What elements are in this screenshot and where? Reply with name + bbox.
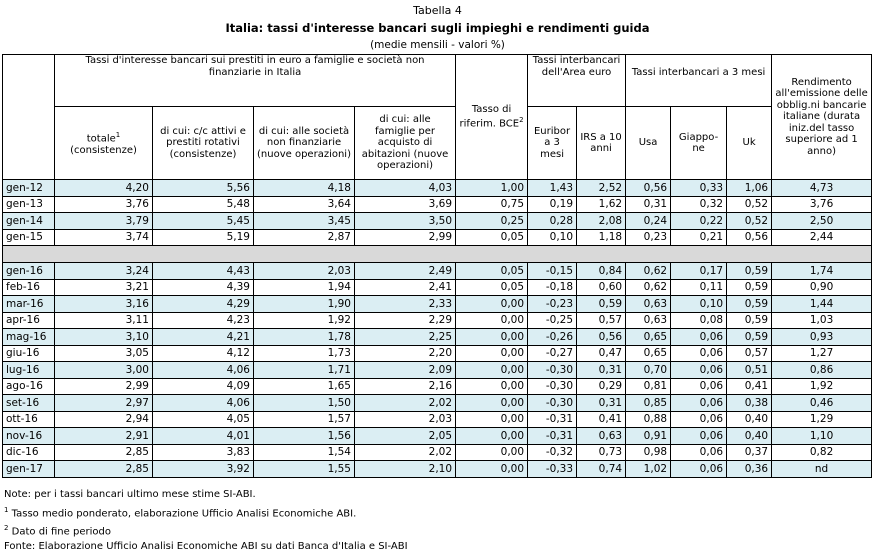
table-cell: 1,90 xyxy=(254,296,355,313)
table-cell: 2,25 xyxy=(355,329,456,346)
table-cell: 0,00 xyxy=(456,296,528,313)
table-cell: 2,09 xyxy=(355,362,456,379)
table-cell: 0,93 xyxy=(772,329,872,346)
table-cell: 3,16 xyxy=(55,296,153,313)
table-row xyxy=(3,312,872,329)
table-cell: 1,57 xyxy=(254,411,355,428)
row-period: ott-16 xyxy=(3,411,55,428)
table-cell: 1,00 xyxy=(456,180,528,197)
row-period: gen-16 xyxy=(3,263,55,280)
table-cell: 3,69 xyxy=(355,196,456,213)
table-cell: 0,91 xyxy=(626,428,671,445)
table-number: Tabella 4 xyxy=(413,4,462,17)
header-group-bank-rates: Tassi d'interesse bancari sui prestiti in euro a famiglie e società non finanziarie in Italia xyxy=(55,55,456,107)
table-cell: 3,79 xyxy=(55,213,153,230)
row-period: feb-16 xyxy=(3,279,55,296)
table-cell: 0,56 xyxy=(727,229,772,246)
table-cell: 0,82 xyxy=(772,444,872,461)
table-cell: 0,06 xyxy=(671,329,727,346)
table-cell: 3,05 xyxy=(55,345,153,362)
table-cell: -0,31 xyxy=(528,428,577,445)
table-subtitle: (medie mensili - valori %) xyxy=(370,39,505,51)
header-totale: totale$^1$ (consistenze) xyxy=(55,107,153,180)
row-period: dic-16 xyxy=(3,444,55,461)
table-cell: 3,11 xyxy=(55,312,153,329)
table-row xyxy=(3,378,872,395)
table-cell: 0,06 xyxy=(671,444,727,461)
table-cell: 1,55 xyxy=(254,461,355,478)
table-cell: 4,03 xyxy=(355,180,456,197)
table-cell: 1,02 xyxy=(626,461,671,478)
table-cell: 3,45 xyxy=(254,213,355,230)
table-cell: -0,33 xyxy=(528,461,577,478)
rates-table xyxy=(2,54,872,478)
table-cell: 2,85 xyxy=(55,444,153,461)
table-cell: 0,05 xyxy=(456,229,528,246)
table-body-annual xyxy=(3,180,872,246)
table-cell: 0,36 xyxy=(727,461,772,478)
source-line: Fonte: Elaborazione Ufficio Analisi Economiche ABI su dati Banca d'Italia e SI-ABI xyxy=(4,541,408,553)
table-cell: 2,03 xyxy=(254,263,355,280)
table-row xyxy=(3,411,872,428)
header-euribor: Euribor a 3 mesi xyxy=(528,107,577,180)
table-cell: 3,76 xyxy=(55,196,153,213)
table-cell: 0,05 xyxy=(456,263,528,280)
table-cell: 2,29 xyxy=(355,312,456,329)
table-cell: 1,27 xyxy=(772,345,872,362)
table-cell: 0,00 xyxy=(456,411,528,428)
table-cell: 0,00 xyxy=(456,461,528,478)
header-cc: di cui: c/c attivi e prestiti rotativi (consistenze) xyxy=(153,107,254,180)
table-cell: 0,06 xyxy=(671,411,727,428)
table-cell: 0,17 xyxy=(671,263,727,280)
header-giappone: Giappo-ne xyxy=(671,107,727,180)
table-cell: 0,00 xyxy=(456,345,528,362)
table-cell: 5,45 xyxy=(153,213,254,230)
table-cell: 2,02 xyxy=(355,444,456,461)
table-cell: 4,23 xyxy=(153,312,254,329)
table-cell: 1,06 xyxy=(727,180,772,197)
table-cell: 1,43 xyxy=(528,180,577,197)
row-period: ago-16 xyxy=(3,378,55,395)
table-cell: 0,59 xyxy=(727,329,772,346)
table-cell: 2,52 xyxy=(577,180,626,197)
table-cell: 5,56 xyxy=(153,180,254,197)
table-cell: 1,10 xyxy=(772,428,872,445)
table-cell: 0,00 xyxy=(456,444,528,461)
table-cell: 2,10 xyxy=(355,461,456,478)
table-cell: 2,41 xyxy=(355,279,456,296)
row-period: mag-16 xyxy=(3,329,55,346)
row-period: gen-13 xyxy=(3,196,55,213)
table-cell: 0,75 xyxy=(456,196,528,213)
table-cell: 4,06 xyxy=(153,362,254,379)
table-cell: 0,63 xyxy=(577,428,626,445)
table-cell: 0,81 xyxy=(626,378,671,395)
table-cell: 0,65 xyxy=(626,329,671,346)
table-cell: 0,62 xyxy=(626,279,671,296)
table-cell: 0,59 xyxy=(727,312,772,329)
table-cell: 0,00 xyxy=(456,395,528,412)
table-cell: 0,47 xyxy=(577,345,626,362)
table-cell: 2,87 xyxy=(254,229,355,246)
header-group-3m: Tassi interbancari a 3 mesi xyxy=(626,55,772,107)
table-cell: 2,94 xyxy=(55,411,153,428)
table-cell: 0,33 xyxy=(671,180,727,197)
table-cell: 0,06 xyxy=(671,378,727,395)
table-cell: 1,29 xyxy=(772,411,872,428)
table-cell: 0,11 xyxy=(671,279,727,296)
table-cell: -0,32 xyxy=(528,444,577,461)
table-cell: 0,10 xyxy=(528,229,577,246)
table-row xyxy=(3,362,872,379)
table-cell: 0,51 xyxy=(727,362,772,379)
table-cell: 0,85 xyxy=(626,395,671,412)
table-cell: 3,21 xyxy=(55,279,153,296)
table-row xyxy=(3,345,872,362)
table-cell: 1,56 xyxy=(254,428,355,445)
table-cell: 0,40 xyxy=(727,428,772,445)
table-cell: 1,78 xyxy=(254,329,355,346)
table-cell: 4,09 xyxy=(153,378,254,395)
table-row xyxy=(3,428,872,445)
table-cell: 1,62 xyxy=(577,196,626,213)
table-title: Italia: tassi d'interesse bancari sugli impieghi e rendimenti guida xyxy=(225,21,650,35)
table-cell: 0,00 xyxy=(456,312,528,329)
table-body-monthly xyxy=(3,263,872,478)
table-cell: 0,08 xyxy=(671,312,727,329)
table-row xyxy=(3,444,872,461)
table-cell: 1,44 xyxy=(772,296,872,313)
table-cell: -0,23 xyxy=(528,296,577,313)
header-famiglie: di cui: alle famiglie per acquisto di abitazioni (nuove operazioni) xyxy=(355,107,456,180)
header-group-euro: Tassi interbancari dell'Area euro xyxy=(528,55,626,107)
table-cell: 3,50 xyxy=(355,213,456,230)
table-cell: 0,59 xyxy=(727,279,772,296)
table-cell: 2,33 xyxy=(355,296,456,313)
table-cell: 0,90 xyxy=(772,279,872,296)
table-cell: -0,31 xyxy=(528,411,577,428)
table-cell: 4,12 xyxy=(153,345,254,362)
note-line: Note: per i tassi bancari ultimo mese stime SI-ABI. xyxy=(4,489,256,500)
table-cell: 5,48 xyxy=(153,196,254,213)
table-cell: 0,00 xyxy=(456,378,528,395)
table-row xyxy=(3,263,872,280)
table-cell: 0,60 xyxy=(577,279,626,296)
table-cell: 0,32 xyxy=(671,196,727,213)
row-period: gen-15 xyxy=(3,229,55,246)
table-row xyxy=(3,180,872,197)
table-cell: 0,06 xyxy=(671,461,727,478)
table-cell: 0,00 xyxy=(456,329,528,346)
table-cell: 4,06 xyxy=(153,395,254,412)
table-cell: -0,15 xyxy=(528,263,577,280)
table-cell: 0,74 xyxy=(577,461,626,478)
table-separator xyxy=(3,246,872,263)
table-cell: 0,57 xyxy=(727,345,772,362)
table-row xyxy=(3,296,872,313)
table-cell: 0,41 xyxy=(577,411,626,428)
table-cell: 0,86 xyxy=(772,362,872,379)
row-period: gen-14 xyxy=(3,213,55,230)
table-cell: 0,31 xyxy=(577,362,626,379)
table-cell: 0,06 xyxy=(671,395,727,412)
table-cell: 1,03 xyxy=(772,312,872,329)
table-cell: 2,03 xyxy=(355,411,456,428)
table-cell: 2,02 xyxy=(355,395,456,412)
table-cell: 0,88 xyxy=(626,411,671,428)
table-row xyxy=(3,213,872,230)
table-cell: -0,18 xyxy=(528,279,577,296)
row-period: nov-16 xyxy=(3,428,55,445)
table-cell: 1,54 xyxy=(254,444,355,461)
table-row xyxy=(3,229,872,246)
table-row xyxy=(3,395,872,412)
table-cell: nd xyxy=(772,461,872,478)
table-cell: 4,01 xyxy=(153,428,254,445)
table-cell: 1,74 xyxy=(772,263,872,280)
table-cell: 0,37 xyxy=(727,444,772,461)
table-cell: 1,92 xyxy=(772,378,872,395)
table-cell: 4,39 xyxy=(153,279,254,296)
table-cell: -0,26 xyxy=(528,329,577,346)
table-row xyxy=(3,461,872,478)
header-societa: di cui: alle società non finanziarie (nuove operazioni) xyxy=(254,107,355,180)
table-cell: 3,74 xyxy=(55,229,153,246)
row-period: gen-12 xyxy=(3,180,55,197)
table-cell: 1,94 xyxy=(254,279,355,296)
table-cell: 0,38 xyxy=(727,395,772,412)
table-cell: 0,24 xyxy=(626,213,671,230)
table-cell: 2,97 xyxy=(55,395,153,412)
table-cell: 0,06 xyxy=(671,428,727,445)
table-cell: 1,18 xyxy=(577,229,626,246)
footnote-1: $^1$ Tasso medio ponderato, elaborazione Ufficio Analisi Economiche ABI. xyxy=(4,505,357,519)
table-cell: 0,52 xyxy=(727,196,772,213)
header-rendimento: Rendimento all'emissione delle obblig.ni bancarie italiane (durata iniz.del tasso superiore ad 1 anno) xyxy=(772,55,872,180)
table-row xyxy=(3,196,872,213)
table-cell: 0,98 xyxy=(626,444,671,461)
header-uk: Uk xyxy=(727,107,772,180)
table-cell: 4,29 xyxy=(153,296,254,313)
table-cell: 1,92 xyxy=(254,312,355,329)
table-cell: 0,05 xyxy=(456,279,528,296)
table-cell: 0,10 xyxy=(671,296,727,313)
table-cell: 0,06 xyxy=(671,362,727,379)
table-cell: -0,30 xyxy=(528,378,577,395)
table-cell: 0,29 xyxy=(577,378,626,395)
table-cell: 0,40 xyxy=(727,411,772,428)
table-cell: 3,64 xyxy=(254,196,355,213)
table-cell: 0,22 xyxy=(671,213,727,230)
table-cell: -0,25 xyxy=(528,312,577,329)
table-cell: 3,00 xyxy=(55,362,153,379)
row-period: giu-16 xyxy=(3,345,55,362)
header-tasso-bce: Tasso di riferim. BCE$^2$ xyxy=(456,55,528,180)
table-cell: 3,10 xyxy=(55,329,153,346)
table-cell: 0,00 xyxy=(456,428,528,445)
table-cell: 0,63 xyxy=(626,312,671,329)
table-cell: 0,63 xyxy=(626,296,671,313)
table-cell: 2,05 xyxy=(355,428,456,445)
table-cell: 2,20 xyxy=(355,345,456,362)
table-cell: 0,59 xyxy=(577,296,626,313)
table-cell: 0,59 xyxy=(727,296,772,313)
table-cell: 3,92 xyxy=(153,461,254,478)
row-period: mar-16 xyxy=(3,296,55,313)
table-cell: 0,84 xyxy=(577,263,626,280)
table-cell: 0,06 xyxy=(671,345,727,362)
table-cell: 0,56 xyxy=(577,329,626,346)
table-cell: 0,62 xyxy=(626,263,671,280)
table-cell: 4,43 xyxy=(153,263,254,280)
row-period: set-16 xyxy=(3,395,55,412)
table-cell: 3,76 xyxy=(772,196,872,213)
table-cell: 0,56 xyxy=(626,180,671,197)
table-cell: 0,70 xyxy=(626,362,671,379)
table-cell: 0,00 xyxy=(456,362,528,379)
row-period: gen-17 xyxy=(3,461,55,478)
table-cell: 0,41 xyxy=(727,378,772,395)
table-cell: 1,73 xyxy=(254,345,355,362)
table-cell: 2,49 xyxy=(355,263,456,280)
table-cell: 1,50 xyxy=(254,395,355,412)
table-cell: -0,27 xyxy=(528,345,577,362)
table-cell: -0,30 xyxy=(528,362,577,379)
table-cell: 0,21 xyxy=(671,229,727,246)
table-cell: 3,24 xyxy=(55,263,153,280)
table-cell: 2,08 xyxy=(577,213,626,230)
table-cell: 0,25 xyxy=(456,213,528,230)
table-cell: 2,91 xyxy=(55,428,153,445)
table-cell: 0,65 xyxy=(626,345,671,362)
header-irs: IRS a 10 anni xyxy=(577,107,626,180)
table-cell: 0,31 xyxy=(577,395,626,412)
table-cell: 4,73 xyxy=(772,180,872,197)
table-cell: 2,99 xyxy=(55,378,153,395)
table-cell: 0,23 xyxy=(626,229,671,246)
table-cell: 5,19 xyxy=(153,229,254,246)
notes xyxy=(4,488,408,555)
table-cell: 0,52 xyxy=(727,213,772,230)
table-cell: 0,46 xyxy=(772,395,872,412)
table-cell: 3,83 xyxy=(153,444,254,461)
table-cell: 2,99 xyxy=(355,229,456,246)
table-cell: 0,28 xyxy=(528,213,577,230)
table-cell: 2,16 xyxy=(355,378,456,395)
table-cell: 0,19 xyxy=(528,196,577,213)
table-cell: 1,65 xyxy=(254,378,355,395)
table-cell: 4,18 xyxy=(254,180,355,197)
footnote-2: $^2$ Dato di fine periodo xyxy=(4,524,111,538)
table-row xyxy=(3,279,872,296)
table-row xyxy=(3,329,872,346)
table-cell: 4,21 xyxy=(153,329,254,346)
table-cell: 4,20 xyxy=(55,180,153,197)
table-cell: 0,31 xyxy=(626,196,671,213)
table-cell: -0,30 xyxy=(528,395,577,412)
row-period: apr-16 xyxy=(3,312,55,329)
table-cell: 2,50 xyxy=(772,213,872,230)
header-usa: Usa xyxy=(626,107,671,180)
table-cell: 0,57 xyxy=(577,312,626,329)
table-cell: 2,85 xyxy=(55,461,153,478)
row-period: lug-16 xyxy=(3,362,55,379)
table-cell: 2,44 xyxy=(772,229,872,246)
header-period xyxy=(3,55,55,180)
table-cell: 0,73 xyxy=(577,444,626,461)
table-cell: 0,59 xyxy=(727,263,772,280)
table-cell: 4,05 xyxy=(153,411,254,428)
table-cell: 1,71 xyxy=(254,362,355,379)
